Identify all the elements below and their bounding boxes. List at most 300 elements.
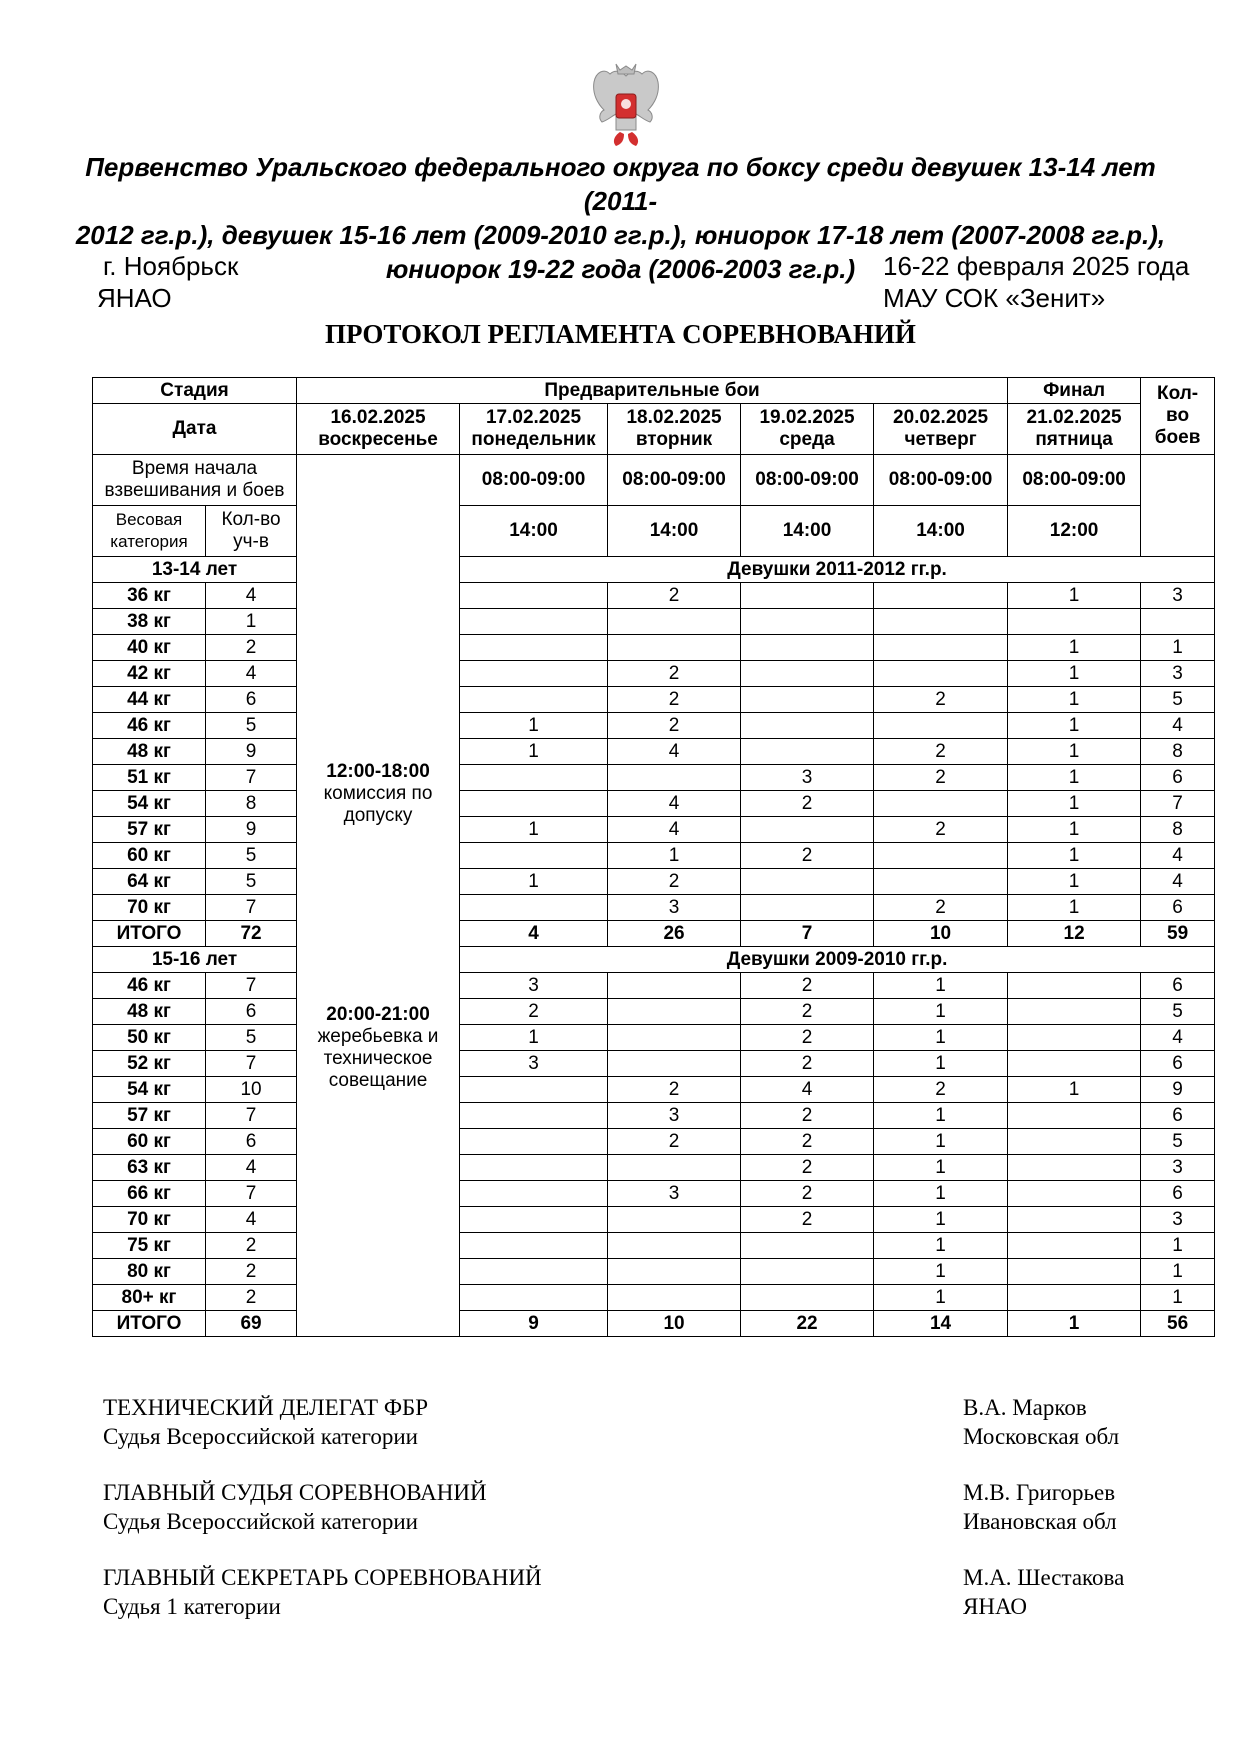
table-row (93, 609, 1215, 635)
bouts-day-5 (874, 869, 1008, 895)
bouts-total: 6 (1141, 1051, 1215, 1077)
region: ЯНАО (97, 283, 172, 313)
itogo-day-6: 1 (1008, 1311, 1141, 1337)
bouts-empty-cell (1141, 455, 1215, 557)
participants-count: 7 (206, 1103, 297, 1129)
weight-category: 66 кг (93, 1181, 206, 1207)
bouts-day-6 (1008, 609, 1141, 635)
event-dates: 16-22 февраля 2025 года (883, 251, 1190, 281)
bouts-total: 1 (1141, 1233, 1215, 1259)
bouts-day-2 (460, 687, 608, 713)
weighin-time-2: 08:00-09:00 (608, 455, 741, 506)
bouts-day-5: 2 (874, 895, 1008, 921)
group-birth-years-label: Девушки 2009-2010 гг.р. (460, 947, 1215, 973)
participants-count: 7 (206, 973, 297, 999)
weight-category: 54 кг (93, 1077, 206, 1103)
itogo-participants: 72 (206, 921, 297, 947)
itogo-total: 59 (1141, 921, 1215, 947)
signature-name-block (963, 1563, 1124, 1621)
itogo-day-4: 7 (741, 921, 874, 947)
protocol-title: ПРОТОКОЛ РЕГЛАМЕНТА СОРЕВНОВАНИЙ (325, 319, 916, 349)
bouts-total: 3 (1141, 1207, 1215, 1233)
table-row (93, 895, 1215, 921)
bouts-total: 6 (1141, 765, 1215, 791)
bouts-day-6 (1008, 1181, 1141, 1207)
participants-count: 5 (206, 713, 297, 739)
bouts-total: 8 (1141, 817, 1215, 843)
bouts-total: 1 (1141, 1259, 1215, 1285)
bouts-day-3 (608, 999, 741, 1025)
participants-count: 4 (206, 661, 297, 687)
bouts-day-5 (874, 635, 1008, 661)
bouts-day-4: 2 (741, 1051, 874, 1077)
bouts-day-5: 2 (874, 817, 1008, 843)
table-row (93, 1207, 1215, 1233)
signature-role-block (103, 1478, 487, 1536)
participants-count: 10 (206, 1077, 297, 1103)
bouts-day-3: 1 (608, 843, 741, 869)
bouts-count-header: Кол- во боев (1141, 378, 1215, 455)
bouts-day-4 (741, 1285, 874, 1311)
bouts-day-4 (741, 739, 874, 765)
participants-count: 4 (206, 1155, 297, 1181)
participants-count: 7 (206, 765, 297, 791)
weighin-label: Время начала взвешивания и боев (93, 455, 297, 506)
bouts-day-2: 1 (460, 713, 608, 739)
table-row (93, 843, 1215, 869)
itogo-row (93, 1311, 1215, 1337)
bouts-day-4 (741, 869, 874, 895)
bouts-day-4: 2 (741, 1181, 874, 1207)
itogo-label: ИТОГО (93, 1311, 206, 1337)
bouts-day-5: 1 (874, 1207, 1008, 1233)
participants-label: Кол-во уч-в (206, 506, 297, 557)
bouts-total: 5 (1141, 1129, 1215, 1155)
bouts-day-4 (741, 1259, 874, 1285)
bouts-total: 6 (1141, 895, 1215, 921)
bout-time-3: 14:00 (741, 506, 874, 557)
table-row (93, 1077, 1215, 1103)
itogo-day-5: 14 (874, 1311, 1008, 1337)
bouts-total: 9 (1141, 1077, 1215, 1103)
day1-notes (297, 455, 460, 1337)
bouts-day-5: 1 (874, 1051, 1008, 1077)
bouts-day-3 (608, 1155, 741, 1181)
participants-count: 7 (206, 895, 297, 921)
bouts-day-5: 1 (874, 973, 1008, 999)
signature-region: ЯНАО (963, 1594, 1028, 1619)
bouts-day-2: 2 (460, 999, 608, 1025)
bouts-day-5: 2 (874, 687, 1008, 713)
participants-count: 2 (206, 1285, 297, 1311)
table-row (93, 583, 1215, 609)
bouts-day-6: 1 (1008, 1077, 1141, 1103)
signature-role: ГЛАВНЫЙ СЕКРЕТАРЬ СОРЕВНОВАНИЙ (103, 1565, 542, 1590)
bouts-day-6: 1 (1008, 895, 1141, 921)
day-header-5: 20.02.2025 четверг (874, 404, 1008, 455)
bouts-day-5: 1 (874, 1259, 1008, 1285)
bouts-day-2 (460, 661, 608, 687)
bouts-day-3: 4 (608, 791, 741, 817)
table-row (93, 869, 1215, 895)
signature-name-block (963, 1393, 1119, 1451)
bouts-day-4 (741, 687, 874, 713)
weight-category: 70 кг (93, 1207, 206, 1233)
age-group-label: 15-16 лет (93, 947, 297, 973)
participants-count: 5 (206, 843, 297, 869)
signature-region: Ивановская обл (963, 1509, 1117, 1534)
bouts-day-2: 3 (460, 1051, 608, 1077)
bouts-day-6 (1008, 1207, 1141, 1233)
weight-category: 60 кг (93, 843, 206, 869)
itogo-day-4: 22 (741, 1311, 874, 1337)
bouts-day-3: 3 (608, 1181, 741, 1207)
signature-region: Московская обл (963, 1424, 1120, 1449)
itogo-day-3: 10 (608, 1311, 741, 1337)
participants-count: 8 (206, 791, 297, 817)
bouts-total: 5 (1141, 999, 1215, 1025)
day-header-4: 19.02.2025 среда (741, 404, 874, 455)
stage-header: Стадия (93, 378, 297, 404)
signature-category: Судья Всероссийской категории (103, 1509, 418, 1534)
bouts-day-4 (741, 635, 874, 661)
bouts-day-5 (874, 843, 1008, 869)
weight-category: 57 кг (93, 817, 206, 843)
schedule-table (92, 377, 1215, 1337)
group-birth-years-label: Девушки 2011-2012 гг.р. (460, 557, 1215, 583)
weight-category: 80+ кг (93, 1285, 206, 1311)
bouts-day-4: 2 (741, 1103, 874, 1129)
signature-role-block (103, 1563, 542, 1621)
weight-category: 75 кг (93, 1233, 206, 1259)
day-header-1: 16.02.2025 воскресенье (297, 404, 460, 455)
bouts-day-6: 1 (1008, 687, 1141, 713)
bouts-day-5 (874, 583, 1008, 609)
bouts-day-4 (741, 713, 874, 739)
weight-category: 48 кг (93, 999, 206, 1025)
bouts-day-2 (460, 895, 608, 921)
bouts-total: 5 (1141, 687, 1215, 713)
bouts-day-2 (460, 765, 608, 791)
bouts-day-3: 3 (608, 1103, 741, 1129)
weight-category: 54 кг (93, 791, 206, 817)
bouts-day-5: 1 (874, 1129, 1008, 1155)
table-row (93, 817, 1215, 843)
bouts-total: 6 (1141, 1181, 1215, 1207)
weighin-time-1: 08:00-09:00 (460, 455, 608, 506)
weight-category: 42 кг (93, 661, 206, 687)
bouts-day-3: 2 (608, 1077, 741, 1103)
bouts-total: 1 (1141, 635, 1215, 661)
signature-role: ГЛАВНЫЙ СУДЬЯ СОРЕВНОВАНИЙ (103, 1480, 487, 1505)
weight-category: 46 кг (93, 713, 206, 739)
itogo-total: 56 (1141, 1311, 1215, 1337)
bouts-day-6 (1008, 1051, 1141, 1077)
bouts-day-2 (460, 1259, 608, 1285)
itogo-day-3: 26 (608, 921, 741, 947)
bouts-day-2 (460, 1155, 608, 1181)
weighin-time-5: 08:00-09:00 (1008, 455, 1141, 506)
participants-count: 2 (206, 1259, 297, 1285)
weight-category: 48 кг (93, 739, 206, 765)
bouts-total: 3 (1141, 661, 1215, 687)
bouts-day-4: 2 (741, 1129, 874, 1155)
weight-category: 80 кг (93, 1259, 206, 1285)
participants-count: 9 (206, 817, 297, 843)
table-row (93, 635, 1215, 661)
weighin-time-4: 08:00-09:00 (874, 455, 1008, 506)
participants-count: 5 (206, 869, 297, 895)
participants-count: 9 (206, 739, 297, 765)
table-row (93, 1181, 1215, 1207)
day-header-6: 21.02.2025 пятница (1008, 404, 1141, 455)
bouts-day-5: 1 (874, 1103, 1008, 1129)
bouts-total: 3 (1141, 1155, 1215, 1181)
signature-name-block (963, 1478, 1117, 1536)
title-line-2: 2012 гг.р.), девушек 15-16 лет (2009-2010 гг.р.), юниорок 17-18 лет (2007-2008 гг.р.), (75, 220, 1166, 250)
weight-category: 51 кг (93, 765, 206, 791)
city: г. Ноябрьск (103, 251, 239, 281)
table-row (93, 739, 1215, 765)
bouts-day-3: 4 (608, 739, 741, 765)
bouts-day-5: 2 (874, 739, 1008, 765)
day1-note-draw: 20:00-21:00 жеребьевка и техническое совещание (317, 1004, 439, 1091)
day1-note-admission: 12:00-18:00 комиссия по допуску (323, 761, 433, 826)
itogo-row (93, 921, 1215, 947)
bouts-day-5: 1 (874, 1155, 1008, 1181)
bouts-day-5 (874, 609, 1008, 635)
day-header-3: 18.02.2025 вторник (608, 404, 741, 455)
eagle-emblem-icon (590, 60, 662, 148)
participants-count: 7 (206, 1181, 297, 1207)
bouts-day-4 (741, 661, 874, 687)
bouts-day-6: 1 (1008, 713, 1141, 739)
bouts-day-2 (460, 1129, 608, 1155)
bouts-day-6 (1008, 973, 1141, 999)
bout-time-2: 14:00 (608, 506, 741, 557)
bouts-day-3 (608, 973, 741, 999)
bouts-total: 7 (1141, 791, 1215, 817)
bouts-day-6 (1008, 1103, 1141, 1129)
age-group-header-row (93, 947, 1215, 973)
bouts-day-3 (608, 765, 741, 791)
participants-count: 2 (206, 635, 297, 661)
bouts-day-4: 2 (741, 1155, 874, 1181)
bouts-day-2: 1 (460, 739, 608, 765)
weight-category: 64 кг (93, 869, 206, 895)
signature-category: Судья Всероссийской категории (103, 1424, 418, 1449)
bouts-day-2: 1 (460, 1025, 608, 1051)
bouts-day-6: 1 (1008, 635, 1141, 661)
bouts-total: 6 (1141, 1103, 1215, 1129)
itogo-day-2: 4 (460, 921, 608, 947)
bouts-day-4 (741, 895, 874, 921)
weight-category: 46 кг (93, 973, 206, 999)
bouts-day-5 (874, 713, 1008, 739)
bouts-day-2 (460, 1207, 608, 1233)
weighin-time-3: 08:00-09:00 (741, 455, 874, 506)
weight-category: 63 кг (93, 1155, 206, 1181)
bouts-total: 1 (1141, 1285, 1215, 1311)
table-row (93, 1155, 1215, 1181)
bouts-day-2 (460, 1103, 608, 1129)
bouts-day-3 (608, 635, 741, 661)
bouts-day-3 (608, 1233, 741, 1259)
bouts-day-2 (460, 791, 608, 817)
table-row (93, 1025, 1215, 1051)
table-row (93, 661, 1215, 687)
venue: МАУ СОК «Зенит» (883, 283, 1106, 313)
participants-count: 7 (206, 1051, 297, 1077)
title-line-3: юниорок 19-22 года (2006-2003 гг.р.) (385, 254, 856, 284)
bouts-day-6: 1 (1008, 765, 1141, 791)
bouts-day-6: 1 (1008, 583, 1141, 609)
bouts-day-3: 2 (608, 713, 741, 739)
itogo-label: ИТОГО (93, 921, 206, 947)
participants-count: 6 (206, 999, 297, 1025)
bouts-day-3: 2 (608, 869, 741, 895)
bouts-day-4 (741, 609, 874, 635)
bouts-day-6 (1008, 1285, 1141, 1311)
table-row (93, 1051, 1215, 1077)
age-group-label: 13-14 лет (93, 557, 297, 583)
bout-time-4: 14:00 (874, 506, 1008, 557)
table-row (93, 999, 1215, 1025)
bouts-day-2 (460, 843, 608, 869)
bouts-day-4: 2 (741, 843, 874, 869)
table-row (93, 1233, 1215, 1259)
bouts-day-5: 1 (874, 999, 1008, 1025)
bouts-day-5: 1 (874, 1233, 1008, 1259)
table-row (93, 765, 1215, 791)
bouts-day-4 (741, 1233, 874, 1259)
bouts-day-2 (460, 1181, 608, 1207)
bouts-day-3 (608, 1285, 741, 1311)
bout-time-1: 14:00 (460, 506, 608, 557)
table-row (93, 973, 1215, 999)
weight-category: 36 кг (93, 583, 206, 609)
day-header-2: 17.02.2025 понедельник (460, 404, 608, 455)
bouts-day-6 (1008, 1025, 1141, 1051)
bouts-day-3 (608, 1025, 741, 1051)
weight-category: 57 кг (93, 1103, 206, 1129)
participants-count: 2 (206, 1233, 297, 1259)
bouts-day-2 (460, 635, 608, 661)
bouts-day-3: 3 (608, 895, 741, 921)
bouts-day-3: 4 (608, 817, 741, 843)
bouts-day-6 (1008, 1233, 1141, 1259)
bouts-day-2: 1 (460, 817, 608, 843)
bouts-day-3 (608, 1051, 741, 1077)
itogo-participants: 69 (206, 1311, 297, 1337)
prelim-header: Предварительные бои (297, 378, 1008, 404)
bouts-day-2 (460, 583, 608, 609)
bouts-day-6: 1 (1008, 843, 1141, 869)
bouts-day-4: 2 (741, 973, 874, 999)
date-header: Дата (93, 404, 297, 455)
table-row (93, 1259, 1215, 1285)
bouts-day-2: 1 (460, 869, 608, 895)
participants-count: 4 (206, 583, 297, 609)
itogo-day-5: 10 (874, 921, 1008, 947)
signature-category: Судья 1 категории (103, 1594, 281, 1619)
bouts-day-6: 1 (1008, 661, 1141, 687)
table-row (93, 1103, 1215, 1129)
signature-name: М.А. Шестакова (963, 1565, 1125, 1590)
age-group-header-row (93, 557, 1215, 583)
weight-category: 38 кг (93, 609, 206, 635)
signature-role-block (103, 1393, 428, 1451)
weight-category-label: Весовая категория (93, 506, 206, 557)
bouts-day-3: 2 (608, 583, 741, 609)
weight-category: 52 кг (93, 1051, 206, 1077)
table-row (93, 1285, 1215, 1311)
bouts-day-4: 2 (741, 1207, 874, 1233)
table-row (93, 791, 1215, 817)
signature-name: В.А. Марков (963, 1395, 1087, 1420)
bouts-total: 8 (1141, 739, 1215, 765)
bouts-day-5 (874, 661, 1008, 687)
bout-time-5: 12:00 (1008, 506, 1141, 557)
bouts-day-3 (608, 1207, 741, 1233)
bouts-day-6 (1008, 1259, 1141, 1285)
bouts-day-2: 3 (460, 973, 608, 999)
bouts-day-4: 4 (741, 1077, 874, 1103)
bouts-day-5 (874, 791, 1008, 817)
bouts-day-2 (460, 1285, 608, 1311)
bouts-day-6 (1008, 999, 1141, 1025)
bouts-day-5: 1 (874, 1285, 1008, 1311)
bouts-day-6: 1 (1008, 739, 1141, 765)
bouts-total: 4 (1141, 1025, 1215, 1051)
bouts-day-2 (460, 1233, 608, 1259)
participants-count: 6 (206, 1129, 297, 1155)
weight-category: 40 кг (93, 635, 206, 661)
bouts-day-3: 2 (608, 687, 741, 713)
bouts-day-5: 2 (874, 1077, 1008, 1103)
itogo-day-2: 9 (460, 1311, 608, 1337)
bouts-day-4: 3 (741, 765, 874, 791)
bouts-day-4: 2 (741, 999, 874, 1025)
bouts-total (1141, 609, 1215, 635)
bouts-day-4 (741, 817, 874, 843)
participants-count: 4 (206, 1207, 297, 1233)
weight-category: 70 кг (93, 895, 206, 921)
bouts-day-4: 2 (741, 791, 874, 817)
itogo-day-6: 12 (1008, 921, 1141, 947)
bouts-day-6: 1 (1008, 869, 1141, 895)
final-header: Финал (1008, 378, 1141, 404)
table-row (93, 1129, 1215, 1155)
bouts-total: 4 (1141, 713, 1215, 739)
participants-count: 1 (206, 609, 297, 635)
bouts-day-3 (608, 1259, 741, 1285)
weight-category: 50 кг (93, 1025, 206, 1051)
bouts-total: 6 (1141, 973, 1215, 999)
bouts-day-2 (460, 1077, 608, 1103)
table-row (93, 713, 1215, 739)
bouts-day-5: 1 (874, 1181, 1008, 1207)
bouts-day-5: 1 (874, 1025, 1008, 1051)
bouts-day-3 (608, 609, 741, 635)
bouts-total: 4 (1141, 843, 1215, 869)
signature-name: М.В. Григорьев (963, 1480, 1116, 1505)
bouts-day-2 (460, 609, 608, 635)
weight-category: 60 кг (93, 1129, 206, 1155)
participants-count: 5 (206, 1025, 297, 1051)
title-line-1: Первенство Уральского федерального округа по боксу среди девушек 13-14 лет (2011- (85, 152, 1156, 216)
bouts-total: 4 (1141, 869, 1215, 895)
